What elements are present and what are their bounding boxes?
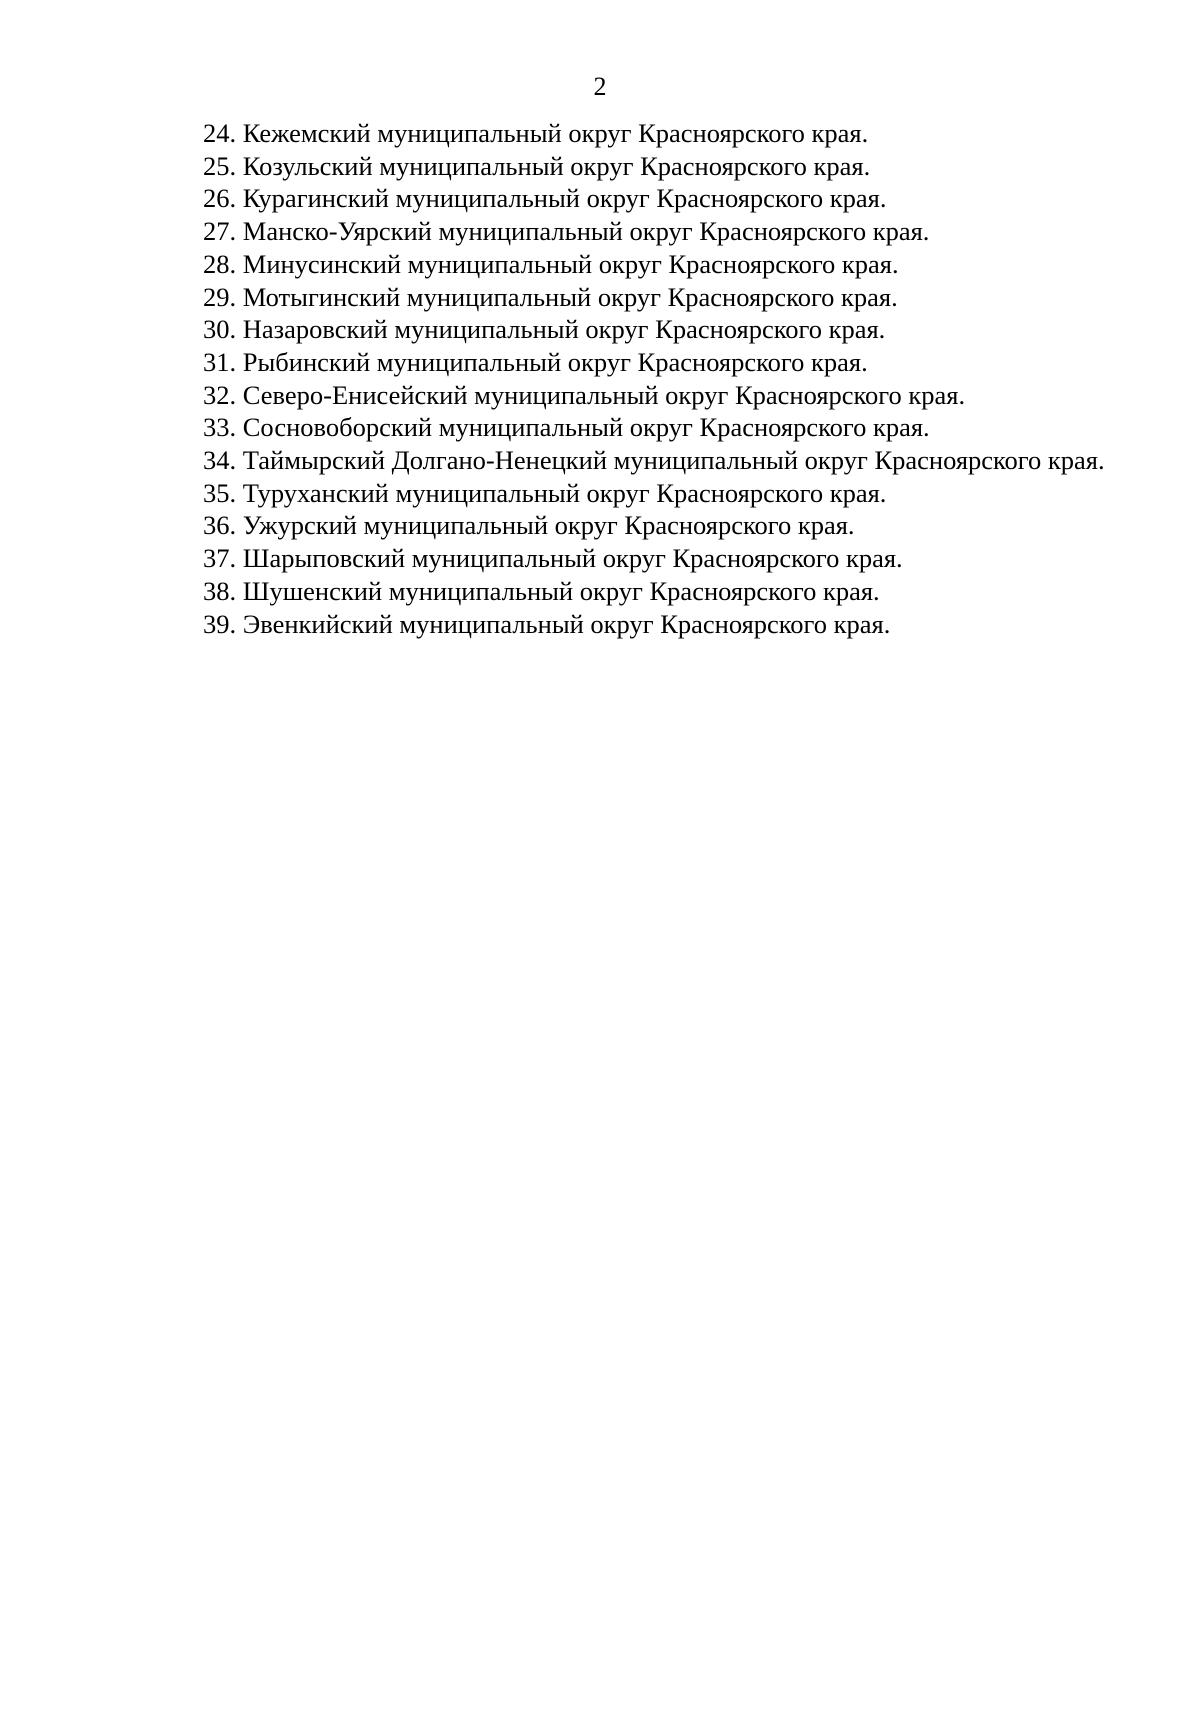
page-number: 2 [593, 72, 607, 101]
list-item: 36. Ужурский муниципальный округ Красноярского края. [203, 510, 855, 541]
list-item: 31. Рыбинский муниципальный округ Красноярского края. [203, 346, 868, 377]
list-item: 37. Шарыповский муниципальный округ Красноярского края. [203, 543, 903, 574]
list-item: 32. Северо-Енисейский муниципальный округ Красноярского края. [203, 379, 966, 410]
list-item: 33. Сосновоборский муниципальный округ Красноярского края. [203, 412, 930, 443]
list-item: 38. Шушенский муниципальный округ Красноярского края. [203, 575, 880, 606]
list-item: 27. Манско-Уярский муниципальный округ Красноярского края. [203, 216, 930, 247]
list-item: 29. Мотыгинский муниципальный округ Красноярского края. [203, 281, 898, 312]
list-item: 26. Курагинский муниципальный округ Красноярского края. [203, 183, 887, 214]
list-item: 30. Назаровский муниципальный округ Красноярского края. [203, 314, 886, 345]
list-item: 25. Козульский муниципальный округ Красноярского края. [203, 150, 871, 181]
list-item: 35. Туруханский муниципальный округ Красноярского края. [203, 477, 887, 508]
municipal-districts-list [131, 117, 1116, 640]
list-item: 28. Минусинский муниципальный округ Красноярского края. [203, 248, 899, 279]
list-item: 34. Таймырский Долгано-Ненецкий муниципальный округ Красноярского края. [203, 445, 1105, 476]
list-item: 24. Кежемский муниципальный округ Красноярского края. [203, 118, 869, 148]
list-item: 39. Эвенкийский муниципальный округ Красноярского края. [203, 608, 891, 639]
